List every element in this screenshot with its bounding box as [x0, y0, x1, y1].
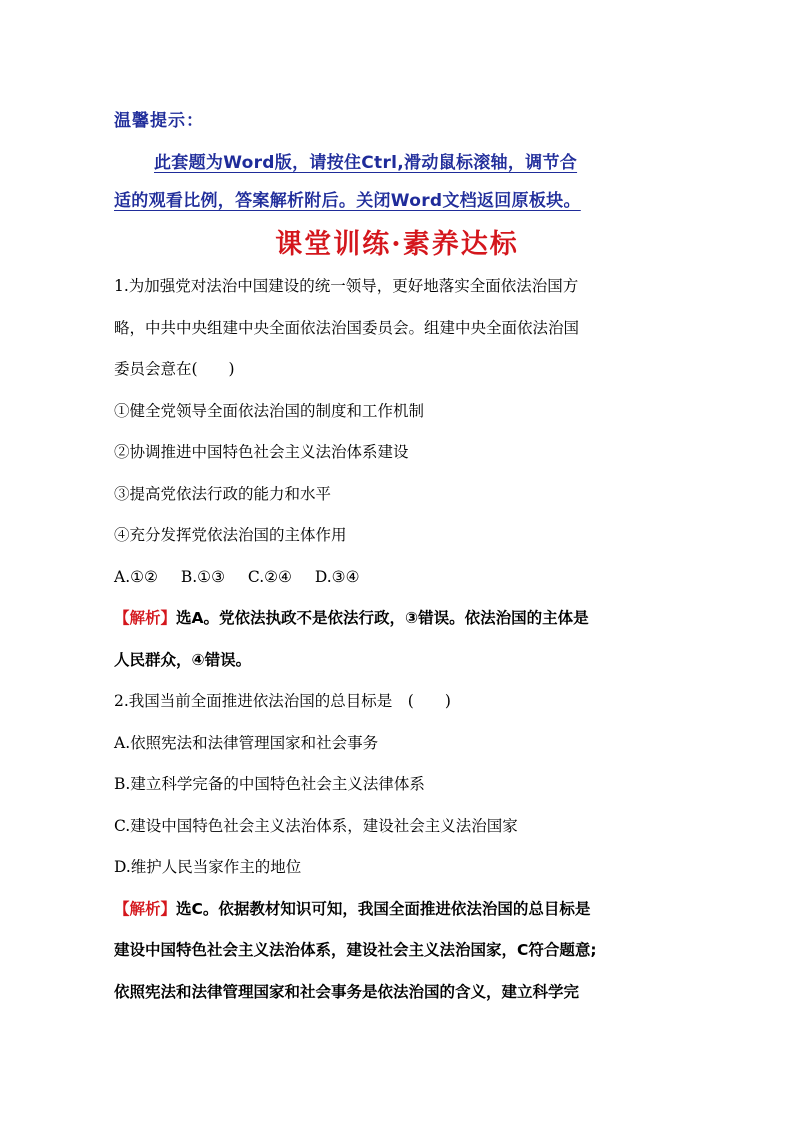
- q2-option-a: A.依照宪法和法律管理国家和社会事务: [114, 733, 379, 752]
- q2-analysis-text-3: 依照宪法和法律管理国家和社会事务是依法治国的含义，建立科学完: [114, 982, 580, 1001]
- q1-stem-line-3: 委员会意在( ): [114, 360, 235, 378]
- q1-analysis-line-2: [114, 640, 686, 682]
- content: [114, 266, 686, 1013]
- q1-choices: [114, 557, 686, 599]
- tip-body: [114, 144, 684, 220]
- section-title: 课堂训练·素养达标: [275, 229, 519, 260]
- q1-choice-c: C.②④: [247, 567, 292, 586]
- q2-analysis-tag: 【解析】: [114, 899, 177, 918]
- q1-choice-d: D.③④: [314, 567, 360, 586]
- question-1: [114, 266, 686, 681]
- q2-option-d: D.维护人民当家作主的地位: [114, 858, 302, 876]
- q1-analysis-text-2: 人民群众，④错误。: [114, 650, 252, 669]
- q2-analysis-line-2: [114, 930, 686, 972]
- q1-choice-a: A.①②: [114, 567, 158, 586]
- q2-analysis-text-1: 选C。依据教材知识可知，我国全面推进依法治国的总目标是: [176, 899, 591, 918]
- q2-analysis-text-2: 建设中国特色社会主义法治体系，建设社会主义法治国家，C符合题意;: [114, 941, 597, 959]
- q2-analysis-line-1: [114, 889, 686, 931]
- tip-line-1: 此套题为Word版，请按住Ctrl,滑动鼠标滚轴，调节合: [154, 153, 578, 173]
- q2-option-b: B.建立科学完备的中国特色社会主义法律体系: [114, 775, 425, 793]
- q1-stem-line-2: 略，中共中央组建中央全面依法治国委员会。组建中央全面依法治国: [114, 318, 580, 337]
- q1-choice-b: B.①③: [180, 567, 225, 586]
- q2-stem: 2.我国当前全面推进依法治国的总目标是 ( ): [114, 692, 451, 710]
- tip-line-2: 适的观看比例，答案解析附后。关闭Word文档返回原板块。: [114, 191, 581, 211]
- q1-statement-4: ④充分发挥党依法治国的主体作用: [114, 526, 347, 544]
- q2-analysis-line-3: [114, 972, 686, 1014]
- question-2: [114, 681, 686, 1013]
- q1-statement-1: ①健全党领导全面依法治国的制度和工作机制: [114, 401, 425, 420]
- q1-analysis-text-1: 选A。党依法执政不是依法行政，③错误。依法治国的主体是: [176, 609, 589, 627]
- q1-analysis-line-1: [114, 598, 686, 640]
- q1-statement-3: ③提高党依法行政的能力和水平: [114, 484, 332, 503]
- q1-analysis-tag: 【解析】: [114, 609, 177, 627]
- tip-heading: 温馨提示：: [114, 111, 204, 131]
- q1-statement-2: ②协调推进中国特色社会主义法治体系建设: [114, 443, 409, 461]
- q2-option-c: C.建设中国特色社会主义法治体系，建设社会主义法治国家: [114, 816, 518, 835]
- q1-stem-line-1: 1.为加强党对法治中国建设的统一领导，更好地落实全面依法治国方: [114, 277, 579, 295]
